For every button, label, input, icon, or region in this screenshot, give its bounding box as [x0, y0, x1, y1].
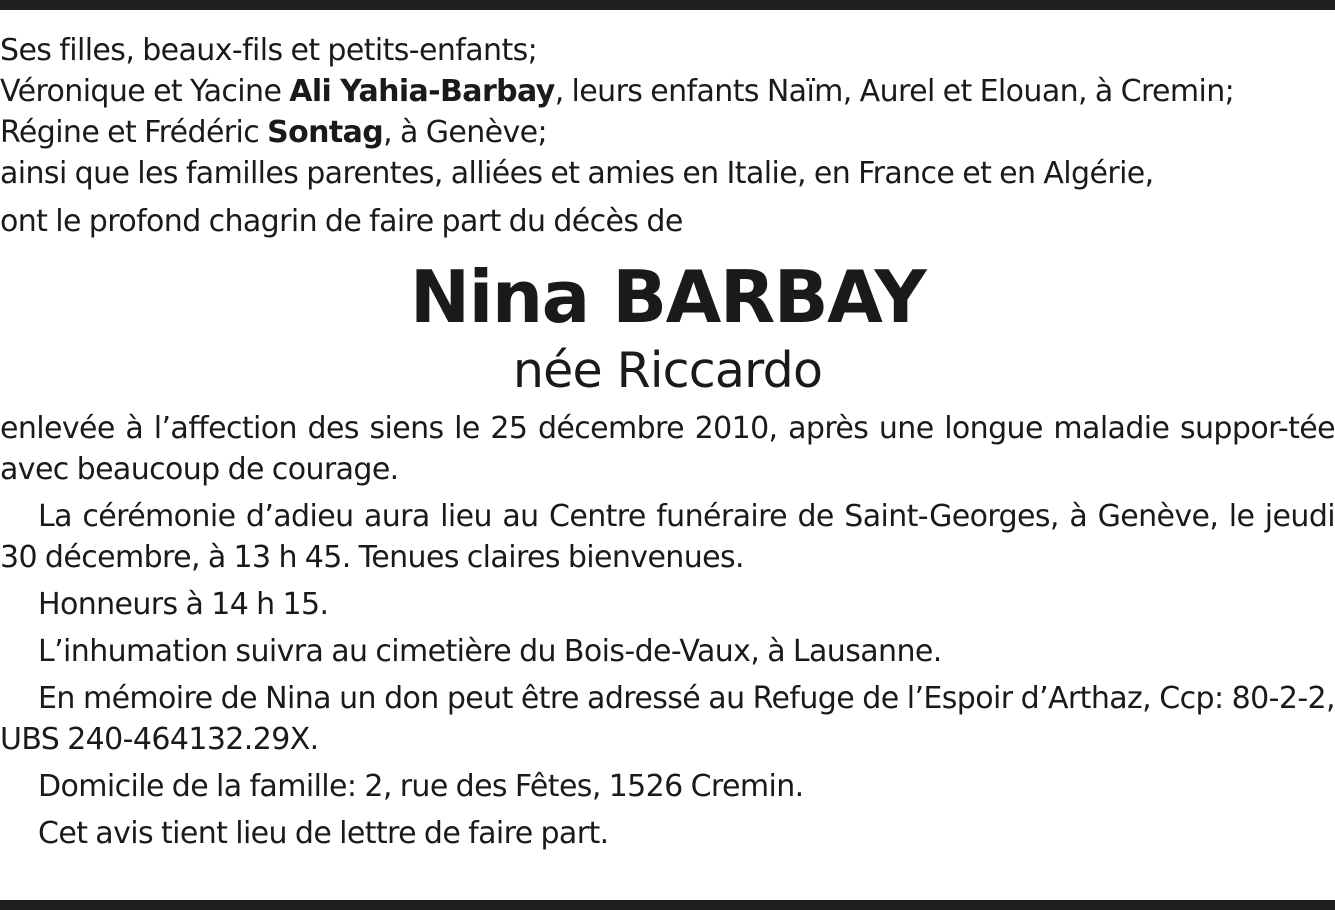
family-line-text: Ses filles, beaux-fils et petits-enfants; [0, 33, 538, 68]
family-line-text: Régine et Frédéric [0, 115, 268, 150]
paragraph-honours: Honneurs à 14 h 15. [38, 587, 329, 622]
family-line-daughters [0, 30, 1335, 71]
deceased-name: Nina BARBAY [409, 255, 926, 339]
paragraph-family-address: Domicile de la famille: 2, rue des Fêtes, 1526 Cremin. [38, 769, 804, 804]
family-surname: Ali Yahia-Barbay [289, 74, 555, 109]
family-line-text: , leurs enfants Naïm, Aurel et Elouan, à Cremin; [554, 74, 1235, 109]
announcement-lead: ont le profond chagrin de faire part du décès de [0, 204, 683, 239]
bottom-border-rule [0, 900, 1335, 910]
paragraph-burial: L’inhumation suivra au cimetière du Bois-de-Vaux, à Lausanne. [38, 634, 942, 669]
deceased-maiden-name: née Riccardo [512, 342, 823, 399]
family-line-text: Véronique et Yacine [0, 74, 290, 109]
family-line-relatives [0, 153, 1335, 194]
family-line-text: ainsi que les familles parentes, alliées et amies en Italie, en France et en Algérie, [0, 156, 1154, 191]
family-line-text: , à Genève; [383, 115, 548, 150]
paragraph-donation: En mémoire de Nina un don peut être adressé au Refuge de l’Espoir d’Arthaz, Ccp: 80-2-2, UBS 240-464132.29X. [0, 681, 1335, 757]
obituary-notice [0, 30, 1335, 854]
top-border-rule [0, 0, 1335, 10]
family-surname: Sontag [267, 115, 384, 150]
paragraph-notice: Cet avis tient lieu de lettre de faire part. [38, 816, 609, 851]
paragraph-passing: enlevée à l’affection des siens le 25 décembre 2010, après une longue maladie suppor-tée avec beaucoup de courage. [0, 411, 1335, 487]
family-line-veronique [0, 71, 1335, 112]
paragraph-ceremony: La cérémonie d’adieu aura lieu au Centre funéraire de Saint-Georges, à Genève, le jeudi 30 décembre, à 13 h 45. Tenues claires bienvenues. [0, 499, 1335, 575]
family-line-regine [0, 112, 1335, 153]
